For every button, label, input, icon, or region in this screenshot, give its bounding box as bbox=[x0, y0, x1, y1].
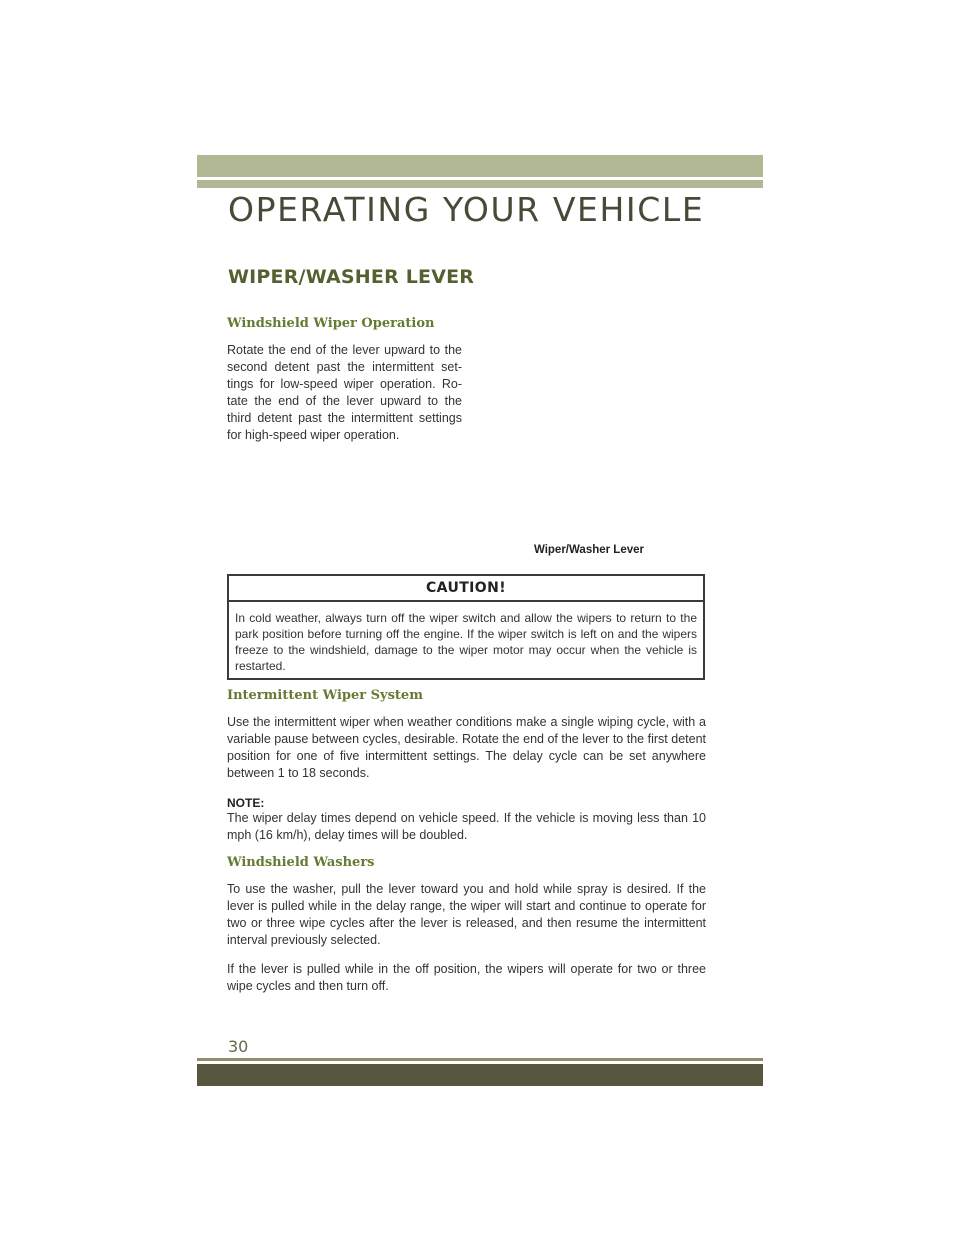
figure-caption: Wiper/Washer Lever bbox=[533, 544, 644, 556]
page-number: 30 bbox=[228, 1037, 249, 1056]
note-text: The wiper delay times depend on vehicle speed. If the vehicle is moving less than 10 mph (16 km/h), delay times will be doubled. bbox=[227, 811, 706, 842]
subheading-wiper-operation: Windshield Wiper Operation bbox=[227, 316, 435, 331]
wiper-operation-line: second detent past the intermittent set- bbox=[227, 360, 462, 374]
footer-rule bbox=[197, 1058, 763, 1061]
wiper-operation-text bbox=[227, 342, 462, 444]
intermittent-wiper-text: Use the intermittent wiper when weather conditions make a single wiping cycle, with a variable pause between cycles, desirable. Rotate the end of the lever to the first detent position for one of five intermittent settings. The delay cycle can be set anywhere between 1 to 18 seconds. bbox=[227, 715, 706, 780]
wiper-lever-figure bbox=[480, 310, 706, 535]
header-rule bbox=[197, 180, 763, 188]
subheading-windshield-washers: Windshield Washers bbox=[227, 855, 375, 870]
caution-box bbox=[227, 574, 705, 680]
footer-band bbox=[197, 1064, 763, 1086]
wiper-operation-line: tings for low-speed wiper operation. Ro- bbox=[227, 377, 462, 391]
page-title: WIPER/WASHER LEVER bbox=[228, 266, 475, 288]
header-band bbox=[197, 155, 763, 177]
section-title: OPERATING YOUR VEHICLE bbox=[228, 190, 705, 229]
note-label: NOTE: bbox=[227, 796, 265, 810]
subheading-intermittent-wiper: Intermittent Wiper System bbox=[227, 688, 423, 703]
washers-paragraph-2: If the lever is pulled while in the off position, the wipers will operate for two or three wipe cycles and then turn off. bbox=[227, 962, 706, 993]
caution-title: CAUTION! bbox=[229, 576, 703, 602]
washers-paragraph-1: To use the washer, pull the lever toward you and hold while spray is desired. If the lever is pulled while in the delay range, the wiper will start and continue to operate for two or three wipe cycles after the lever is released, and then resume the intermittent interval previously selected. bbox=[227, 882, 706, 947]
wiper-operation-line: Rotate the end of the lever upward to the bbox=[227, 343, 462, 357]
wiper-operation-line: tate the end of the lever upward to the bbox=[227, 394, 462, 408]
caution-text: In cold weather, always turn off the wiper switch and allow the wipers to return to the park position before turning off the engine. If the wiper switch is left on and the wipers freeze to the windshield, damage to the wiper motor may occur when the vehicle is restarted. bbox=[235, 611, 697, 673]
wiper-operation-line: third detent past the intermittent settings bbox=[227, 411, 462, 425]
wiper-operation-line: for high-speed wiper operation. bbox=[227, 428, 400, 442]
